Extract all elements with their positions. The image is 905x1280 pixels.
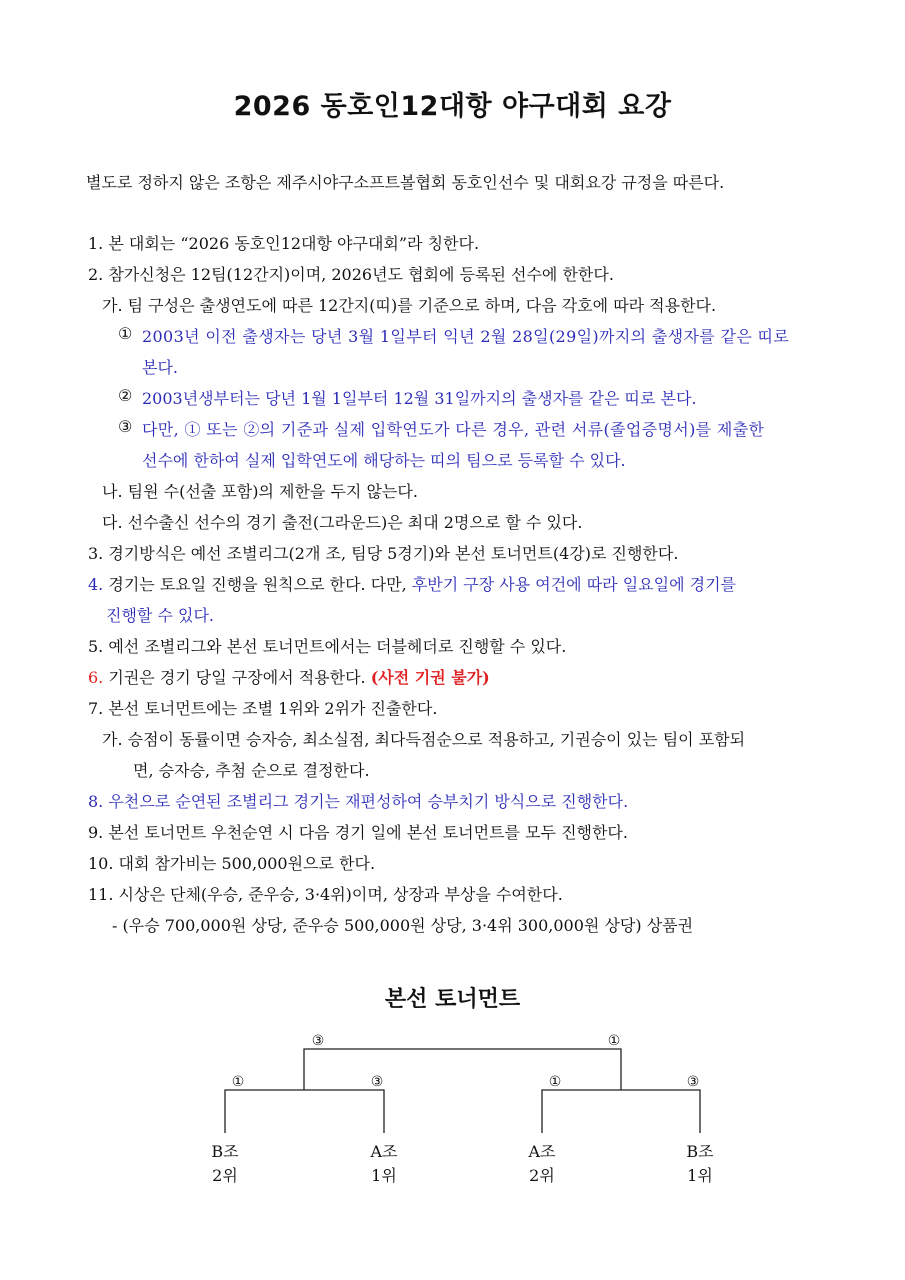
rule-2-a-3-mark: ③	[118, 417, 133, 436]
team-slot-2-rank: 1위	[371, 1166, 397, 1185]
semi-mark-4: ③	[686, 1074, 700, 1090]
rule-11: 11. 시상은 단체(우승, 준우승, 3·4위)이며, 상장과 부상을 수여한다.	[88, 885, 563, 904]
rule-2-a-3-cont: 선수에 한하여 실제 입학연도에 해당하는 띠의 팀으로 등록할 수 있다.	[142, 451, 626, 470]
rule-8: 8. 우천으로 순연된 조별리그 경기는 재편성하여 승부치기 방식으로 진행한다.	[88, 792, 629, 811]
rule-2-a-1-cont: 본다.	[142, 358, 178, 377]
bracket-lines	[225, 1049, 700, 1133]
bracket-left-semi	[225, 1090, 384, 1133]
final-right-mark: ①	[607, 1033, 621, 1049]
rule-10: 10. 대회 참가비는 500,000원으로 한다.	[88, 854, 376, 873]
rule-2-a: 가. 팀 구성은 출생연도에 따른 12간지(띠)를 기준으로 하며, 다음 각호에 따라 적용한다.	[102, 296, 717, 315]
rule-2-b: 나. 팀원 수(선출 포함)의 제한을 두지 않는다.	[102, 482, 418, 501]
rule-1: 1. 본 대회는 “2026 동호인12대항 야구대회”라 칭한다.	[88, 234, 480, 253]
rule-2-a-1: 2003년 이전 출생자는 당년 3월 1일부터 익년 2월 28일(29일)까지의 출생자를 같은 띠로	[142, 327, 790, 346]
page-title: 2026 동호인12대항 야구대회 요강	[233, 91, 672, 122]
rule-4-highlight: 후반기 구장 사용 여건에 따라 일요일에 경기를	[411, 575, 736, 594]
rule-3: 3. 경기방식은 예선 조별리그(2개 조, 팀당 5경기)와 본선 토너먼트(4강)로 진행한다.	[88, 544, 679, 563]
rule-2-a-3: 다만, ① 또는 ②의 기준과 실제 입학연도가 다른 경우, 관련 서류(졸업증명서)를 제출한	[142, 420, 765, 439]
team-slot-3	[512, 1140, 572, 1188]
rule-7-a-cont: 면, 승자승, 추첨 순으로 결정한다.	[133, 761, 370, 780]
tournament-title: 본선 토너먼트	[384, 987, 521, 1012]
rule-7-a: 가. 승점이 동률이면 승자승, 최소실점, 최다득점순으로 적용하고, 기권승이 있는 팀이 포함되	[102, 730, 746, 749]
rule-2-a-2-mark: ②	[118, 386, 133, 405]
rule-2-a-1-mark: ①	[118, 324, 133, 343]
rule-2: 2. 참가신청은 12팀(12간지)이며, 2026년도 협회에 등록된 선수에 한한다.	[88, 265, 614, 284]
team-slot-4	[670, 1140, 730, 1188]
rule-6-number: 6.	[88, 668, 104, 687]
team-slot-2	[354, 1140, 414, 1188]
final-left-mark: ③	[311, 1033, 325, 1049]
rule-5: 5. 예선 조별리그와 본선 토너먼트에서는 더블헤더로 진행할 수 있다.	[88, 637, 567, 656]
rule-4-number: 4.	[88, 575, 104, 594]
team-slot-3-rank: 2위	[529, 1166, 555, 1185]
bracket-right-semi	[542, 1090, 700, 1133]
rule-4-cont: 진행할 수 있다.	[106, 606, 214, 625]
semi-mark-3: ①	[548, 1074, 562, 1090]
team-slot-1	[195, 1140, 255, 1188]
team-slot-3-group: A조	[528, 1142, 556, 1161]
rule-6-note: (사전 기권 불가)	[370, 668, 490, 687]
rule-9: 9. 본선 토너먼트 우천순연 시 다음 경기 일에 본선 토너먼트를 모두 진행한다.	[88, 823, 628, 842]
team-slot-4-group: B조	[686, 1142, 714, 1161]
semi-mark-2: ③	[370, 1074, 384, 1090]
rule-4-text: 경기는 토요일 진행을 원칙으로 한다. 다만,	[108, 575, 407, 594]
rule-7: 7. 본선 토너먼트에는 조별 1위와 2위가 진출한다.	[88, 699, 438, 718]
rule-6-text: 기권은 경기 당일 구장에서 적용한다.	[108, 668, 366, 687]
team-slot-2-group: A조	[370, 1142, 398, 1161]
rule-2-a-2: 2003년생부터는 당년 1월 1일부터 12월 31일까지의 출생자를 같은 띠로 본다.	[142, 389, 697, 408]
team-slot-4-rank: 1위	[687, 1166, 713, 1185]
team-slot-1-group: B조	[211, 1142, 239, 1161]
bracket-final	[304, 1049, 621, 1090]
semi-mark-1: ①	[231, 1074, 245, 1090]
rule-11-prize: - (우승 700,000원 상당, 준우승 500,000원 상당, 3·4위 300,000원 상당) 상품권	[112, 916, 694, 935]
rule-2-c: 다. 선수출신 선수의 경기 출전(그라운드)은 최대 2명으로 할 수 있다.	[102, 513, 583, 532]
team-slot-1-rank: 2위	[212, 1166, 238, 1185]
intro-text: 별도로 정하지 않은 조항은 제주시야구소프트볼협회 동호인선수 및 대회요강 규정을 따른다.	[86, 173, 725, 192]
